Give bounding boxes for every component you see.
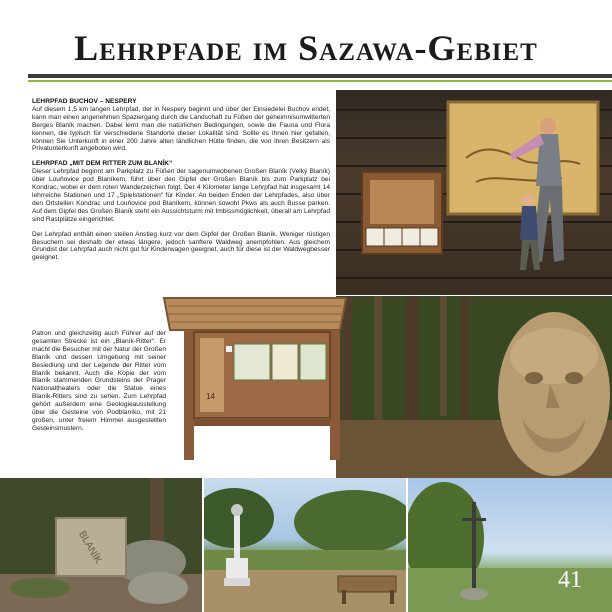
stone-inscription: BLANÍK xyxy=(76,529,104,566)
photo-cabin-panel-drawing xyxy=(336,90,612,295)
text-column-narrow: Patron und gleichzeitig auch Führer auf der gesamten Strecke ist ein „Blaník-Ritter“. Er macht die Besucher mit der Natur der Großen Blaník und dessen Umgebung mit seiner Besiedlung und der Legende der Ritter vom Blaník bekannt. Auch die Kopie der vom Blaník stammenden Grundsteins der Prager Nationaltheaters oder die Statue eines Blaník-Ritters sind zu sehen. Zum Lehrpfad gehört außerdem eine Geologieausstellung über die Gesteine von Podblaníko, mit 21 großen, unter freiem Himmel ausgestellten Gesteinsmustern. xyxy=(32,330,166,432)
section-heading-buchov: LEHRPFAD BUCHOV – NESPERY xyxy=(32,98,137,105)
section-heading-ritter: LEHRPFAD „MIT DEM RITTER ZUM BLANÍK“ xyxy=(32,160,173,168)
photo-forest-stone-head-drawing xyxy=(336,296,612,478)
photo-forest-stone-head xyxy=(336,296,612,478)
photo-blanik-stone xyxy=(0,478,202,612)
photo-blanik-stone-drawing xyxy=(0,478,202,612)
photo-statue-meadow-drawing xyxy=(204,478,406,612)
section-text-anstieg: Der Lehrpfad enthält einen steilen Anstieg kurz vor dem Gipfel der Großen Blaník. Weniger rüstigen Besuchern sei deshalb der etwas längere, jedoch sanftere Waldweg anempfohlen. Aus gleichem Grundist der Lehrpfad auch nicht gut für Kinderwagen geeignet, auch für diese ist der Waldwegbesser geeignet. xyxy=(32,230,330,262)
section-text-buchov: Auf diesem 1,5 km langen Lehrpfad, der in Nespery beginnt und über der Einsiedelei Buchov endet, kann man einen angenehmen Spaziergang durch die Landschaft zu Füßen der geheimnisumwitterten Berges Blaník machen. Dabei lernt man die natürlichen Bedingungen, sowie die Fauna und Flora kennen, die typisch für verschiedene Standorte dieser Lokalität sind. Sollte es Ihnen hier gefallen, können Sie Unterkunft in einer 200 Jahre alten ländlichen Hütte finden, die von ihren Besitzern als Privatunterkunft angeboten wird. xyxy=(32,105,330,153)
title-rule-green xyxy=(28,80,612,82)
page-title: Lehrpfade im Sazawa-Gebiet xyxy=(74,28,538,68)
text-column xyxy=(32,98,330,269)
board-station-number: 14 xyxy=(206,392,215,401)
photo-info-board xyxy=(160,290,350,470)
page-number: 41 xyxy=(558,567,582,593)
photo-cabin-panel xyxy=(336,90,612,295)
title-rule-dark xyxy=(28,74,612,78)
section-text-ritter: Dieser Lehrpfad beginnt am Parkplatz zu Füßen der sagenumwobenen Großen Blaník (Velký Blaník) über Louňovice pod Blaníkem, führt über den Gipfel der Großen Blaník bis zum Parkplatz bei Kondrac, wobei er dem roten Wanderzeichen folgt. Der 4 Kilometer lange Lehrpfad hat insgesamt 14 lehrreiche Stationen und 17 „Spielstationen“ für Kinder. An beiden Enden der Lehrpfades, also über den Ortsteilen Kondrac und Louňovice pod Blaníkem, können sowohl Pkws als auch Busse parken. Auf dem Gipfel des Großen Blaník steht ein Aussichtsturm mit Imbissmöglichkeit, überall am Lehrpfad sind Rastplätze eingerichtet. xyxy=(32,168,330,223)
info-board-drawing xyxy=(160,290,350,470)
photo-statue-meadow xyxy=(204,478,406,612)
